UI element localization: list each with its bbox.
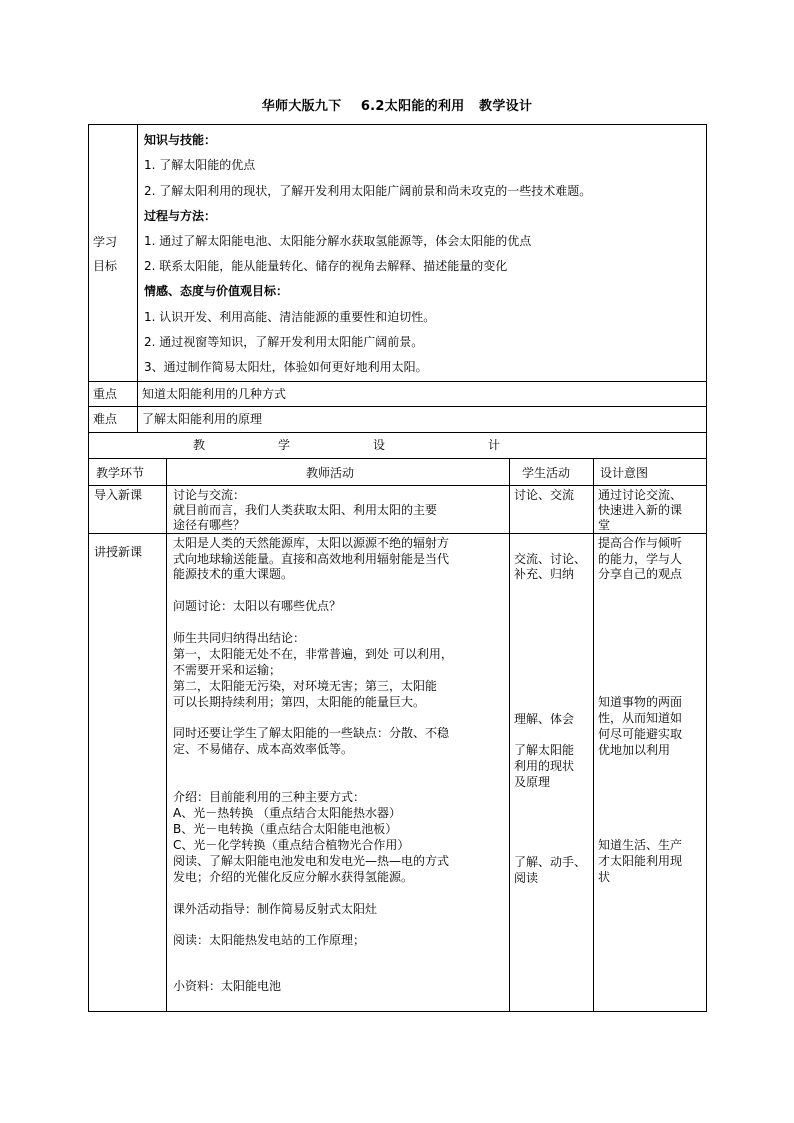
stage-intro: 导入新课 bbox=[94, 488, 143, 502]
row-divider bbox=[88, 485, 707, 486]
student-activity: 利用的现状 bbox=[514, 759, 575, 773]
teacher-line: 定、不易储存、成本高效率低等。 bbox=[173, 742, 354, 756]
teacher-line: 讨论与交流： bbox=[173, 488, 246, 502]
column-divider bbox=[593, 458, 594, 1012]
objective-item: 1. 通过了解太阳能电池、太阳能分解水获取氢能源等，体会太阳能的优点 bbox=[144, 234, 532, 248]
design-intent: 知道事物的两面 bbox=[598, 695, 683, 709]
student-activity: 补充、归纳 bbox=[514, 567, 575, 581]
row-divider bbox=[88, 432, 707, 433]
teacher-line: 不需要开采和运输； bbox=[173, 663, 282, 677]
objectives-label: 学习 bbox=[93, 235, 118, 249]
teacher-line: 问题讨论：太阳以有哪些优点？ bbox=[173, 599, 342, 613]
teacher-line: 课外活动指导：制作简易反射式太阳灶 bbox=[173, 902, 378, 916]
design-header-char: 设 bbox=[373, 438, 386, 452]
objective-item: 1. 了解太阳能的优点 bbox=[144, 158, 256, 172]
key-point-label: 重点 bbox=[93, 387, 118, 401]
teacher-line: 途径有哪些？ bbox=[173, 518, 246, 532]
teacher-line: 发电；介绍的光催化反应分解水获得氢能源。 bbox=[173, 870, 414, 884]
column-header-teacher: 教师活动 bbox=[306, 466, 355, 480]
objectives-label: 目标 bbox=[93, 259, 118, 273]
design-intent: 通过讨论交流、 bbox=[598, 488, 683, 502]
student-activity: 阅读 bbox=[514, 871, 539, 885]
knowledge-heading: 知识与技能： bbox=[144, 133, 217, 147]
teacher-line: A、光－热转换 （重点结合太阳能热水器） bbox=[173, 806, 402, 820]
document-title: 华师大版九下 6.2太阳能的利用 教学设计 bbox=[261, 99, 533, 114]
stage-lecture: 讲授新课 bbox=[94, 545, 143, 559]
row-divider bbox=[88, 458, 707, 459]
difficulty-text: 了解太阳能利用的原理 bbox=[142, 412, 263, 426]
teacher-line: 可以长期持续利用；第四，太阳能的能量巨大。 bbox=[173, 695, 426, 709]
teacher-line: 阅读、了解太阳能电池发电和发电光—热—电的方式 bbox=[173, 854, 450, 868]
design-header-char: 教 bbox=[193, 438, 206, 452]
design-intent: 性，从而知道如 bbox=[598, 711, 683, 725]
design-intent: 提高合作与倾听 bbox=[598, 536, 683, 550]
teacher-line: 同时还要让学生了解太阳能的一些缺点：分散、不稳 bbox=[173, 726, 450, 740]
teacher-line: 阅读：太阳能热发电站的工作原理； bbox=[173, 933, 366, 947]
student-activity: 及原理 bbox=[514, 775, 551, 789]
column-divider bbox=[137, 124, 138, 433]
difficulty-label: 难点 bbox=[93, 412, 118, 426]
teacher-line: 师生共同归纳得出结论： bbox=[173, 631, 306, 645]
process-heading: 过程与方法： bbox=[144, 209, 217, 223]
objective-item: 2. 联系太阳能，能从能量转化、储存的视角去解释、描述能量的变化 bbox=[144, 259, 508, 273]
column-header-intent: 设计意图 bbox=[600, 466, 649, 480]
design-intent: 分享自己的观点 bbox=[598, 567, 683, 581]
teacher-line: 介绍：目前能利用的三种主要方式： bbox=[173, 790, 366, 804]
design-intent: 优地加以利用 bbox=[598, 743, 671, 757]
key-point-text: 知道太阳能利用的几种方式 bbox=[142, 387, 287, 401]
teacher-line: 小资料：太阳能电池 bbox=[173, 979, 282, 993]
objective-item: 1. 认识开发、利用高能、清洁能源的重要性和迫切性。 bbox=[144, 310, 436, 324]
teacher-line: 第二，太阳能无污染，对环境无害；第三，太阳能 bbox=[173, 679, 438, 693]
row-divider bbox=[88, 381, 707, 382]
teacher-line: 太阳是人类的天然能源库，太阳以源源不绝的辐射方 bbox=[173, 536, 450, 550]
design-intent: 何尽可能避实取 bbox=[598, 727, 683, 741]
teacher-line: 式向地球输送能量。直接和高效地利用辐射能是当代 bbox=[173, 552, 450, 566]
objective-item: 2. 了解太阳利用的现状，了解开发利用太阳能广阔前景和尚未攻克的一些技术难题。 bbox=[144, 184, 592, 198]
emotion-heading: 情感、态度与价值观目标： bbox=[144, 284, 289, 298]
teacher-line: C、光－化学转换（重点结合植物光合作用） bbox=[173, 838, 410, 852]
design-intent: 快速进入新的课 bbox=[598, 503, 683, 517]
design-header-char: 学 bbox=[278, 438, 291, 452]
teacher-line: 能源技术的重大课题。 bbox=[173, 567, 294, 581]
student-activity: 交流、讨论、 bbox=[514, 552, 587, 566]
design-intent: 的能力，学与人 bbox=[598, 552, 683, 566]
column-divider bbox=[166, 458, 167, 1012]
teacher-line: B、光－电转换（重点结合太阳能电池板） bbox=[173, 822, 398, 836]
column-header-student: 学生活动 bbox=[522, 466, 571, 480]
teacher-line: 第一，太阳能无处不在，非常普遍，到处 可以利用， bbox=[173, 647, 453, 661]
column-divider bbox=[509, 458, 510, 1012]
objective-item: 2. 通过视窗等知识，了解开发利用太阳能广阔前景。 bbox=[144, 335, 424, 349]
student-activity: 讨论、交流 bbox=[514, 488, 575, 502]
student-activity: 了解太阳能 bbox=[514, 743, 575, 757]
objective-item: 3、通过制作简易太阳灶，体验如何更好地利用太阳。 bbox=[144, 360, 428, 374]
row-divider bbox=[88, 406, 707, 407]
column-header-stage: 教学环节 bbox=[96, 466, 145, 480]
design-intent: 才太阳能利用现 bbox=[598, 854, 683, 868]
design-header-char: 计 bbox=[488, 438, 501, 452]
design-intent: 堂 bbox=[598, 518, 611, 532]
student-activity: 理解、体会 bbox=[514, 712, 575, 726]
teacher-line: 就目前而言，我们人类获取太阳、利用太阳的主要 bbox=[173, 503, 438, 517]
design-intent: 知道生活、生产 bbox=[598, 838, 683, 852]
student-activity: 了解、动手、 bbox=[514, 855, 587, 869]
design-intent: 状 bbox=[598, 870, 611, 884]
